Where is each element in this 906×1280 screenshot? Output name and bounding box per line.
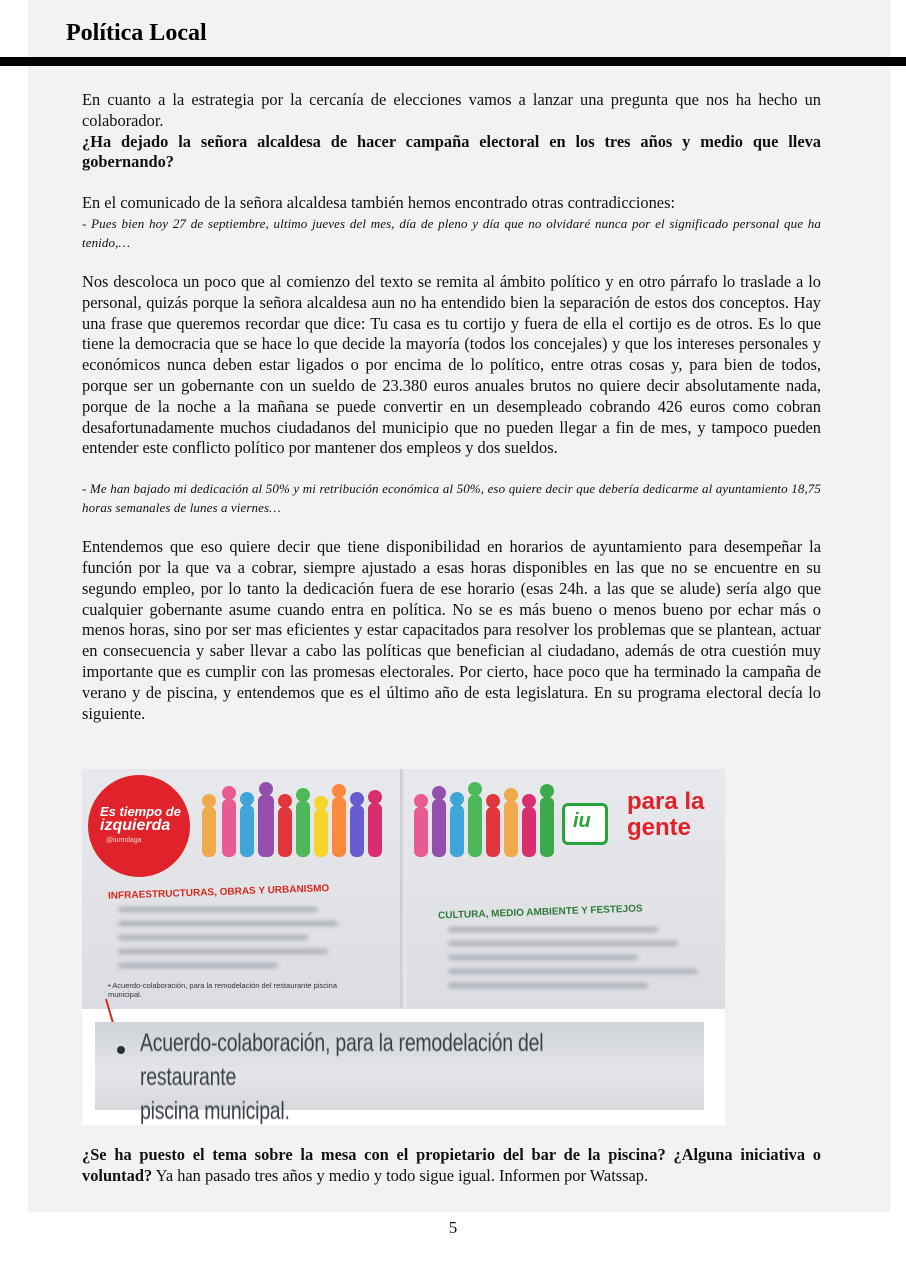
flyer-slogan (627, 789, 704, 841)
question-campaign: ¿Ha dejado la señora alcaldesa de hacer campaña electoral en los tres años y medio que lleva gobernando? (82, 131, 821, 172)
blurred-text-line (448, 927, 658, 932)
paragraph-contradictions: En el comunicado de la señora alcaldesa también hemos encontrado otras contradicciones: (82, 193, 676, 213)
blurred-text-line (448, 983, 648, 988)
page-number: 5 (448, 1218, 458, 1237)
quote-dedication: - Me han bajado mi dedicación al 50% y mi retribución económica al 50%, eso quiere decir que debería dedicarme al ayuntamiento 18,75 horas semanales de lunes a viernes… (82, 481, 821, 516)
quote-september: - Pues bien hoy 27 de septiembre, ultimo jueves del mes, día de pleno y día que no olvidaré nunca por el significado personal que ha tenido,… (82, 215, 821, 250)
flyer-photo (82, 769, 725, 1009)
paragraph-political-personal: Nos descoloca un poco que al comienzo del texto se remita al ámbito político y en otro párrafo lo traslade a lo personal, quizás porque la señora alcaldesa aun no ha entendido bien la separación de estos dos conceptos. Hay una frase que queremos recordar que dice: Tu casa es tu cortijo y fuera de ella el cortijo es de otros. Es lo que tiene la democracia que se hace lo que decide la mayoría (todos los concejales) y que los intereses personales y económicos nunca deben estar ligados o por encima de lo político, entre otras cosas y, para bien de todos, porque ser un gobernante con un sueldo de 23.380 euros anuales brutos no quiere decir absolutamente nada, porque de la noche a la mañana se puede convertir en un desempleado cobrando 426 euros como cobran desafortunadamente muchos ciudadanos del municipio que no pueden llegar a fin de mes, y tampoco pueden entender este conflicto político por mantener dos empleos y dos sueldos. (82, 271, 821, 458)
flyer-section-cultura: CULTURA, MEDIO AMBIENTE Y FESTEJOS (437, 903, 643, 922)
zoom-text (140, 1026, 577, 1128)
closing-question: ¿Se ha puesto el tema sobre la mesa con el propietario del bar de la piscina? ¿Alguna iniciativa o voluntad? (82, 1145, 821, 1185)
flyer-section-infraestructuras: INFRAESTRUCTURAS, OBRAS Y URBANISMO (107, 883, 330, 902)
badge-handle: @iumolaga (106, 837, 142, 844)
page-title: Política Local (66, 20, 207, 46)
closing-paragraph (82, 1145, 821, 1187)
flyer-zoom-detail (95, 1022, 704, 1125)
bullet-dot (117, 1046, 125, 1054)
blurred-text-line (118, 907, 318, 912)
blurred-text-line (118, 935, 308, 940)
blurred-text-line (448, 955, 638, 960)
iu-logo (562, 803, 608, 845)
header-rule (0, 57, 906, 66)
crowd-silhouettes-illustration (192, 777, 612, 861)
iu-logo-text: iu (573, 810, 591, 832)
blurred-text-line (118, 921, 338, 926)
campaign-flyer-image (82, 769, 725, 1125)
flyer-small-bullet: • Acuerdo-colaboración, para la remodelación del restaurante piscina municipal. (108, 981, 338, 999)
zoom-line-1: Acuerdo-colaboración, para la remodelación del restaurante (140, 1029, 544, 1091)
badge-line-1: Es tiempo de (100, 804, 181, 819)
slogan-line-2: gente (627, 814, 692, 841)
paragraph-intro: En cuanto a la estrategia por la cercanía de elecciones vamos a lanzar una pregunta que nos ha hecho un colaborador. (82, 90, 821, 130)
blurred-text-line (118, 963, 278, 968)
small-bullet-text: Acuerdo-colaboración, para la remodelación del restaurante piscina municipal. (108, 981, 338, 999)
paragraph-availability: Entendemos que eso quiere decir que tiene disponibilidad en horarios de ayuntamiento para desempeñar la función por la que va a cobrar, siempre ajustado a esas horas disponibles en las que no se encuentre en su segundo empleo, por lo tanto la dedicación fuera de ese horario (esas 24h. a las que se alude) sería algo que cualquier gobernante asume cuando entra en política. No se es más bueno o menos bueno por echar más o menos horas, sino por ser mas eficientes y estar capacitados para resolver los problemas que se plantean, actuar en consecuencia y saber llevar a cabo las políticas que benefician al ciudadano, además de otra cuestión muy importante que es cumplir con las promesas electorales. Por cierto, hace poco que ha terminado la campaña de verano y de piscina, y entendemos que es el último año de esta legislatura. En su programa electoral decía lo siguiente. (82, 537, 821, 723)
article-body (82, 90, 821, 724)
zoom-line-2: piscina municipal. (140, 1097, 290, 1125)
closing-text: Ya han pasado tres años y medio y todo sigue igual. Informen por Watssap. (152, 1165, 649, 1185)
blurred-text-line (448, 969, 698, 974)
blurred-text-line (448, 941, 678, 946)
badge-line-2: izquierda (100, 817, 171, 834)
blurred-text-line (118, 949, 328, 954)
flyer-red-badge (88, 775, 190, 877)
slogan-line-1: para la (627, 788, 705, 815)
